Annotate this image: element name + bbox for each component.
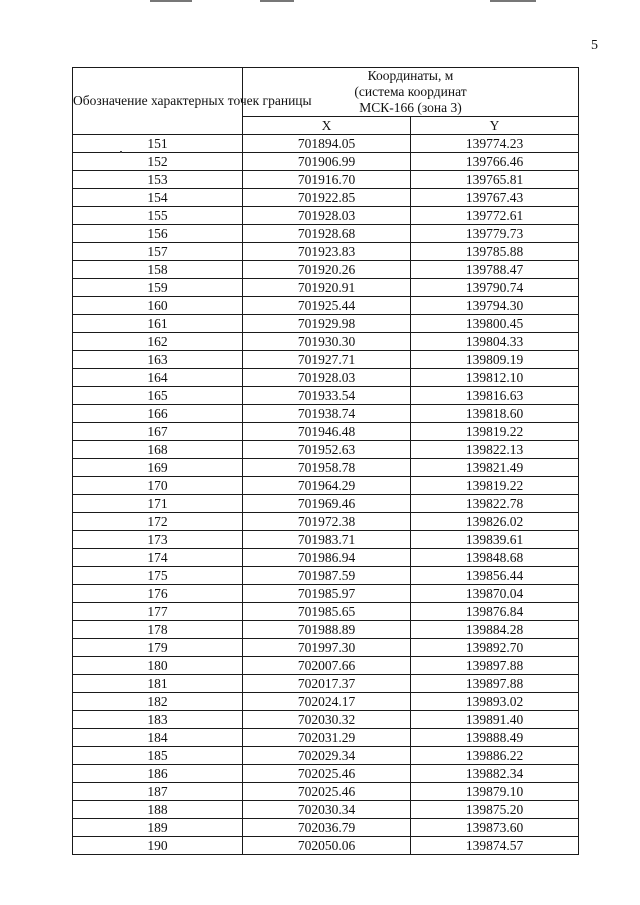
- table-row: [73, 459, 579, 477]
- cell-y: 139886.22: [411, 747, 579, 765]
- cell-point-number: 169: [73, 459, 243, 477]
- table-row: [73, 387, 579, 405]
- table-header-row: [73, 68, 579, 117]
- cell-point-number: 168: [73, 441, 243, 459]
- cell-point-number: 173: [73, 531, 243, 549]
- cell-point-number: 189: [73, 819, 243, 837]
- cell-x: 701916.70: [243, 171, 411, 189]
- cell-y: 139884.28: [411, 621, 579, 639]
- table-row: [73, 765, 579, 783]
- cell-point-number: 180: [73, 657, 243, 675]
- cell-point-number: 182: [73, 693, 243, 711]
- table-row: [73, 423, 579, 441]
- cell-y: 139779.73: [411, 225, 579, 243]
- cell-x: 701925.44: [243, 297, 411, 315]
- cell-x: 702007.66: [243, 657, 411, 675]
- cell-point-number: 164: [73, 369, 243, 387]
- table-row: [73, 333, 579, 351]
- cell-y: 139848.68: [411, 549, 579, 567]
- cell-x: 701958.78: [243, 459, 411, 477]
- cell-x: 701997.30: [243, 639, 411, 657]
- table-row: [73, 585, 579, 603]
- cell-x: 701906.99: [243, 153, 411, 171]
- scan-speck: [120, 151, 122, 153]
- cell-point-number: 167: [73, 423, 243, 441]
- cell-x: 702017.37: [243, 675, 411, 693]
- cell-point-number: 178: [73, 621, 243, 639]
- cell-y: 139819.22: [411, 477, 579, 495]
- table-row: [73, 189, 579, 207]
- cell-y: 139765.81: [411, 171, 579, 189]
- table-row: [73, 225, 579, 243]
- table-row: [73, 405, 579, 423]
- table-row: [73, 369, 579, 387]
- cell-point-number: 166: [73, 405, 243, 423]
- cell-point-number: 188: [73, 801, 243, 819]
- table-row: [73, 801, 579, 819]
- cell-y: 139870.04: [411, 585, 579, 603]
- cell-point-number: 165: [73, 387, 243, 405]
- cell-y: 139893.02: [411, 693, 579, 711]
- cell-point-number: 186: [73, 765, 243, 783]
- cell-point-number: 172: [73, 513, 243, 531]
- cell-x: 701972.38: [243, 513, 411, 531]
- cell-x: 701985.97: [243, 585, 411, 603]
- table-row: [73, 315, 579, 333]
- table-row: [73, 657, 579, 675]
- cell-x: 702025.46: [243, 783, 411, 801]
- cell-x: 701928.68: [243, 225, 411, 243]
- cell-y: 139818.60: [411, 405, 579, 423]
- cell-y: 139785.88: [411, 243, 579, 261]
- cell-x: 702031.29: [243, 729, 411, 747]
- cell-y: 139766.46: [411, 153, 579, 171]
- table-row: [73, 135, 579, 153]
- table-row: [73, 441, 579, 459]
- cell-x: 701983.71: [243, 531, 411, 549]
- cell-y: 139826.02: [411, 513, 579, 531]
- cell-y: 139809.19: [411, 351, 579, 369]
- table-row: [73, 783, 579, 801]
- table-row: [73, 171, 579, 189]
- cell-y: 139873.60: [411, 819, 579, 837]
- cell-y: 139892.70: [411, 639, 579, 657]
- cell-y: 139897.88: [411, 675, 579, 693]
- header-coordinates-line: Координаты, м: [367, 68, 454, 83]
- cell-x: 701933.54: [243, 387, 411, 405]
- cell-point-number: 170: [73, 477, 243, 495]
- cell-x: 701969.46: [243, 495, 411, 513]
- header-point-designation: Обозначение характерных точек границы: [73, 68, 243, 135]
- cell-y: 139888.49: [411, 729, 579, 747]
- cell-y: 139794.30: [411, 297, 579, 315]
- cell-point-number: 181: [73, 675, 243, 693]
- cell-x: 701946.48: [243, 423, 411, 441]
- cell-point-number: 153: [73, 171, 243, 189]
- table-row: [73, 495, 579, 513]
- cell-point-number: 175: [73, 567, 243, 585]
- cell-point-number: 184: [73, 729, 243, 747]
- table-row: [73, 675, 579, 693]
- table-row: [73, 639, 579, 657]
- table-row: [73, 243, 579, 261]
- cell-x: 701928.03: [243, 207, 411, 225]
- table-row: [73, 261, 579, 279]
- scan-edge-mark: [490, 0, 536, 2]
- cell-point-number: 162: [73, 333, 243, 351]
- table-row: [73, 531, 579, 549]
- table-row: [73, 279, 579, 297]
- cell-point-number: 158: [73, 261, 243, 279]
- cell-y: 139897.88: [411, 657, 579, 675]
- cell-y: 139879.10: [411, 783, 579, 801]
- cell-x: 701928.03: [243, 369, 411, 387]
- cell-point-number: 155: [73, 207, 243, 225]
- cell-point-number: 163: [73, 351, 243, 369]
- cell-x: 702025.46: [243, 765, 411, 783]
- cell-point-number: 161: [73, 315, 243, 333]
- header-y: Y: [411, 117, 579, 135]
- cell-x: 702030.34: [243, 801, 411, 819]
- cell-y: 139812.10: [411, 369, 579, 387]
- cell-x: 701894.05: [243, 135, 411, 153]
- table-row: [73, 711, 579, 729]
- cell-y: 139874.57: [411, 837, 579, 855]
- cell-point-number: 185: [73, 747, 243, 765]
- table-row: [73, 837, 579, 855]
- cell-point-number: 154: [73, 189, 243, 207]
- cell-y: 139790.74: [411, 279, 579, 297]
- cell-x: 702029.34: [243, 747, 411, 765]
- page-number: 5: [591, 38, 598, 53]
- cell-point-number: 187: [73, 783, 243, 801]
- cell-x: 701920.91: [243, 279, 411, 297]
- cell-point-number: 190: [73, 837, 243, 855]
- cell-y: 139816.63: [411, 387, 579, 405]
- cell-point-number: 176: [73, 585, 243, 603]
- cell-point-number: 183: [73, 711, 243, 729]
- cell-point-number: 174: [73, 549, 243, 567]
- table-body: [73, 135, 579, 855]
- cell-point-number: 159: [73, 279, 243, 297]
- table-row: [73, 207, 579, 225]
- cell-x: 701930.30: [243, 333, 411, 351]
- table-row: [73, 477, 579, 495]
- cell-y: 139822.13: [411, 441, 579, 459]
- cell-x: 701986.94: [243, 549, 411, 567]
- coordinates-table: [72, 67, 579, 855]
- header-coordinates: [243, 68, 579, 117]
- cell-point-number: 171: [73, 495, 243, 513]
- cell-y: 139767.43: [411, 189, 579, 207]
- cell-x: 701922.85: [243, 189, 411, 207]
- cell-point-number: 157: [73, 243, 243, 261]
- cell-point-number: 152: [73, 153, 243, 171]
- cell-x: 701929.98: [243, 315, 411, 333]
- cell-y: 139875.20: [411, 801, 579, 819]
- cell-y: 139819.22: [411, 423, 579, 441]
- header-coordinates-line: (система координат: [354, 84, 467, 99]
- cell-y: 139891.40: [411, 711, 579, 729]
- scan-edge-mark: [260, 0, 294, 2]
- cell-point-number: 179: [73, 639, 243, 657]
- cell-point-number: 177: [73, 603, 243, 621]
- cell-point-number: 151: [73, 135, 243, 153]
- table-row: [73, 819, 579, 837]
- table-row: [73, 603, 579, 621]
- table-row: [73, 693, 579, 711]
- cell-x: 701964.29: [243, 477, 411, 495]
- table-row: [73, 621, 579, 639]
- table-row: [73, 297, 579, 315]
- cell-y: 139804.33: [411, 333, 579, 351]
- table-row: [73, 729, 579, 747]
- cell-x: 701988.89: [243, 621, 411, 639]
- cell-x: 701927.71: [243, 351, 411, 369]
- cell-x: 701938.74: [243, 405, 411, 423]
- cell-x: 701985.65: [243, 603, 411, 621]
- cell-x: 702024.17: [243, 693, 411, 711]
- cell-y: 139876.84: [411, 603, 579, 621]
- table-row: [73, 567, 579, 585]
- cell-y: 139839.61: [411, 531, 579, 549]
- cell-y: 139882.34: [411, 765, 579, 783]
- cell-y: 139800.45: [411, 315, 579, 333]
- cell-x: 702030.32: [243, 711, 411, 729]
- cell-y: 139856.44: [411, 567, 579, 585]
- cell-x: 701923.83: [243, 243, 411, 261]
- cell-y: 139788.47: [411, 261, 579, 279]
- cell-y: 139822.78: [411, 495, 579, 513]
- table-row: [73, 153, 579, 171]
- header-x: X: [243, 117, 411, 135]
- cell-y: 139774.23: [411, 135, 579, 153]
- cell-x: 702036.79: [243, 819, 411, 837]
- table-row: [73, 351, 579, 369]
- cell-x: 701920.26: [243, 261, 411, 279]
- cell-y: 139821.49: [411, 459, 579, 477]
- header-coordinates-line: МСК-166 (зона 3): [359, 100, 462, 115]
- cell-point-number: 156: [73, 225, 243, 243]
- scan-edge-mark: [150, 0, 192, 2]
- cell-x: 701952.63: [243, 441, 411, 459]
- cell-y: 139772.61: [411, 207, 579, 225]
- cell-x: 701987.59: [243, 567, 411, 585]
- cell-x: 702050.06: [243, 837, 411, 855]
- table-row: [73, 549, 579, 567]
- table-row: [73, 513, 579, 531]
- table-row: [73, 747, 579, 765]
- cell-point-number: 160: [73, 297, 243, 315]
